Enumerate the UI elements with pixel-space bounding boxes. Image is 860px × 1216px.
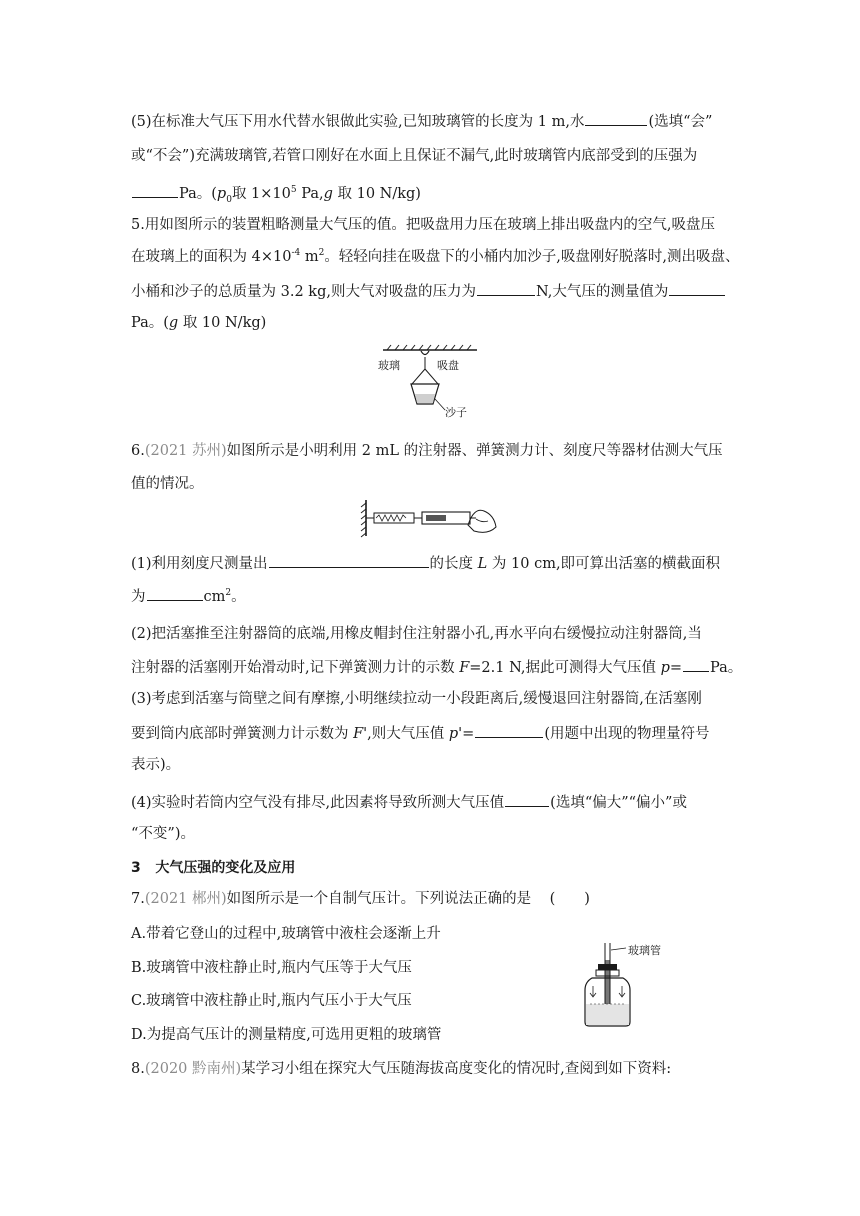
q7-option-c[interactable]: C.玻璃管中液柱静止时,瓶内气压小于大气压 [131,993,412,1009]
q7-option-d[interactable]: D.为提高气压计的测量精度,可选用更粗的玻璃管 [131,1027,442,1043]
q7-stem: 7.(2021 郴州)如图所示是一个自制气压计。下列说法正确的是 ( ) [131,891,590,907]
q6-sub4-line2: “不变”)。 [131,826,195,842]
answer-blank[interactable] [505,791,549,807]
answer-blank[interactable] [475,722,543,738]
q6-sub3-line3: 表示)。 [131,757,181,773]
q5-line4: Pa。(g 取 10 N/kg) [131,315,267,331]
answer-blank[interactable] [669,280,725,296]
answer-blank[interactable] [147,585,203,601]
answer-blank[interactable] [269,552,429,568]
answer-blank[interactable] [585,110,647,126]
q5-line3: 小桶和沙子的总质量为 3.2 kg,则大气对吸盘的压力为 N,大气压的测量值为 [131,280,726,302]
q4-sub5-line2: 或“不会”)充满玻璃管,若管口刚好在水面上且保证不漏气,此时玻璃管内底部受到的压强为 [131,148,698,164]
label-sand: 沙子 [445,406,467,419]
q6-sub3-line1: (3)考虑到活塞与筒壁之间有摩擦,小明继续拉动一小段距离后,缓慢退回注射器筒,在活塞刚 [131,691,702,707]
syringe-figure [360,497,500,539]
q6-line2: 值的情况。 [131,476,204,492]
q7-option-a[interactable]: A.带着它登山的过程中,玻璃管中液柱会逐渐上升 [131,926,441,942]
q5-line1: 5.用如图所示的装置粗略测量大气压的值。把吸盘用力压在玻璃上排出吸盘内的空气,吸盘压 [131,217,715,233]
suction-cup-figure [375,344,485,422]
label-glass: 玻璃 [378,359,400,372]
q6-line1: 6.(2021 苏州)如图所示是小明利用 2 mL 的注射器、弹簧测力计、刻度尺等器材估测大气压 [131,443,723,459]
q8-stem: 8.(2020 黔南州)某学习小组在探究大气压随海拔高度变化的情况时,查阅到如下资料: [131,1061,672,1077]
q4-sub5-line3: Pa。($p_0$取 $1\times 10^5$ Pa,g 取 10 N/kg) [131,182,421,204]
q4-sub5-line1: (5)在标准大气压下用水代替水银做此实验,已知玻璃管的长度为 1 m,水 (选填“会” [131,110,712,132]
answer-blank[interactable] [477,280,535,296]
label-glass-tube: 玻璃管 [628,944,661,957]
q6-sub4-line1: (4)实验时若筒内空气没有排尽,此因素将导致所测大气压值 (选填“偏大”“偏小”或 [131,791,687,813]
q6-sub2-line2: 注射器的活塞刚开始滑动时,记下弹簧测力计的示数 F=2.1 N,据此可测得大气压值 p= Pa。 [131,656,742,678]
section-heading: 3 大气压强的变化及应用 [131,860,296,876]
q6-sub1-line1: (1)利用刻度尺测量出 的长度 L 为 10 cm,即可算出活塞的横截面积 [131,552,720,574]
barometer-figure [578,938,680,1030]
q6-sub2-line1: (2)把活塞推至注射器筒的底端,用橡皮帽封住注射器小孔,再水平向右缓慢拉动注射器筒,当 [131,626,702,642]
label-suction-cup: 吸盘 [437,359,459,372]
answer-blank[interactable] [683,656,709,672]
q7-option-b[interactable]: B.玻璃管中液柱静止时,瓶内气压等于大气压 [131,960,412,976]
q5-line2: 在玻璃上的面积为 $4\times 10^{-4}$ $m^2$。轻轻向挂在吸盘下的小桶内加沙子,吸盘刚好脱落时,测出吸盘、 [131,248,740,265]
q6-sub3-line2: 要到筒内底部时弹簧测力计示数为 F',则大气压值 p'= (用题中出现的物理量符号 [131,722,709,744]
answer-blank[interactable] [132,182,178,198]
q6-sub1-line2: 为 $cm^2$。 [131,585,246,607]
